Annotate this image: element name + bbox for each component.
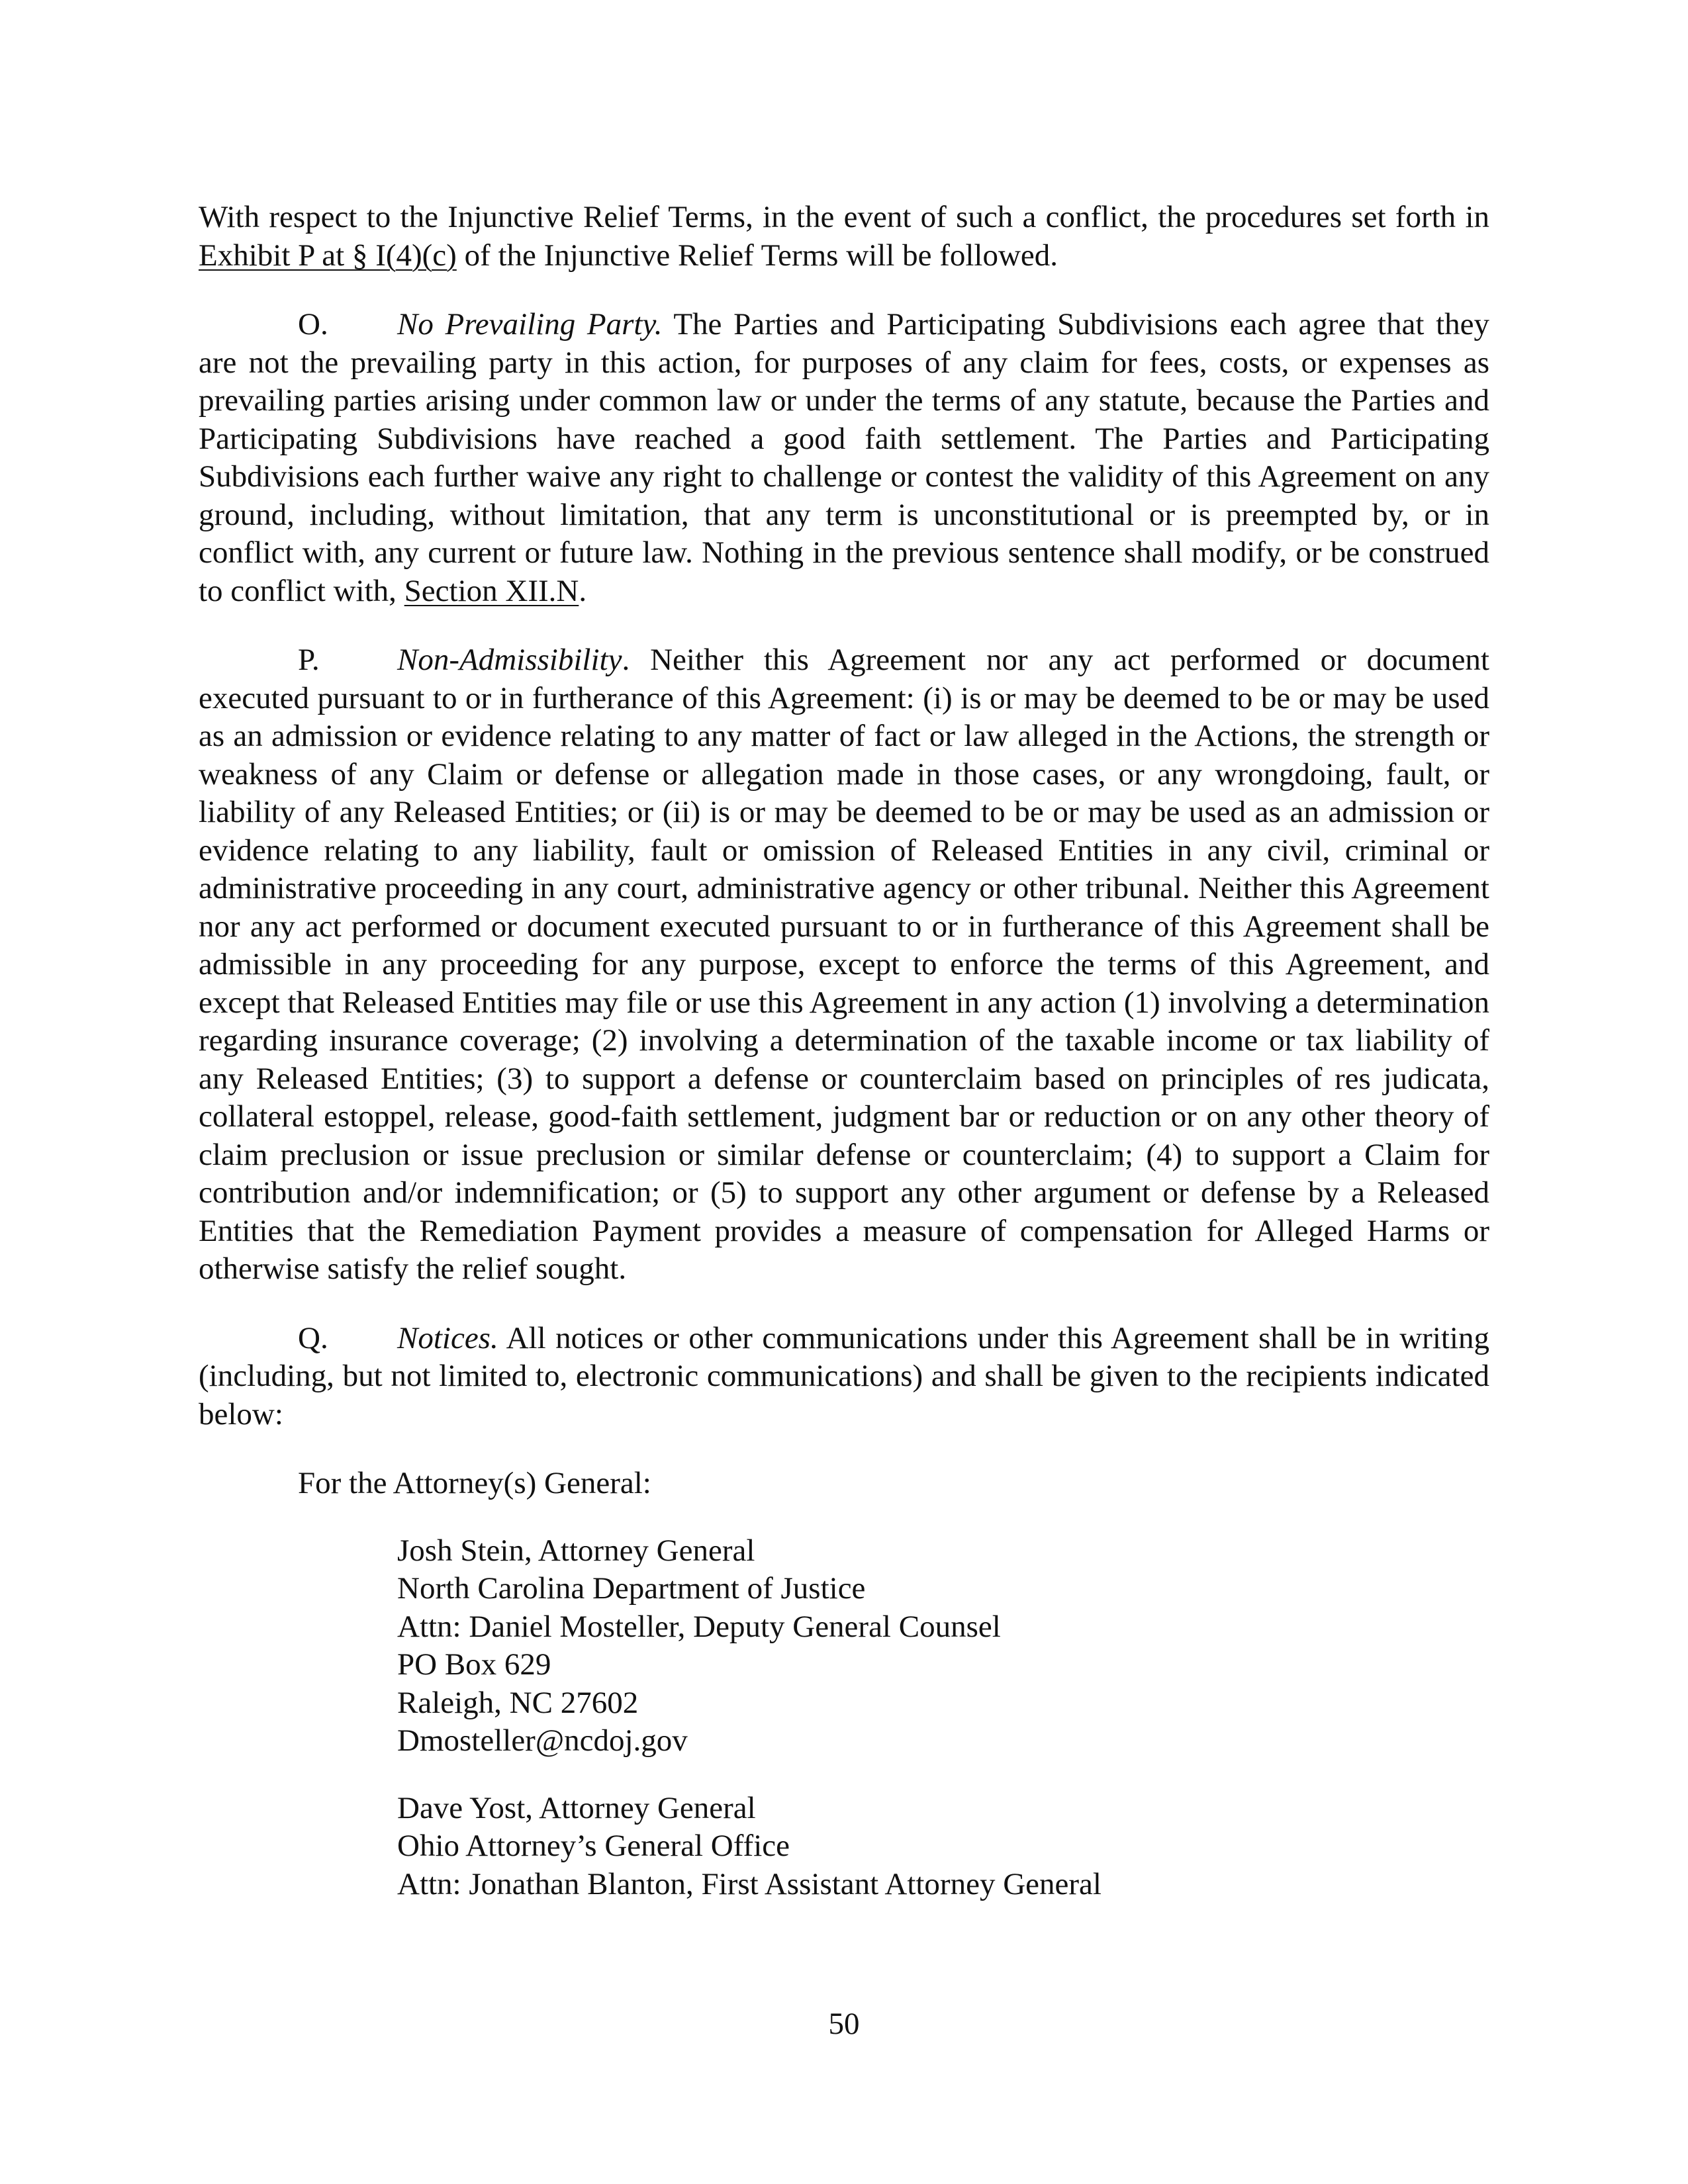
section-p-paragraph xyxy=(199,641,1489,1289)
address-line: Dave Yost, Attorney General xyxy=(397,1790,756,1825)
section-q-label: Q. xyxy=(298,1320,328,1355)
address-block-north-carolina xyxy=(397,1532,1489,1760)
intro-text-pre: With respect to the Injunctive Relief Terms, in the event of such a conflict, the procedures set forth in xyxy=(199,200,1489,234)
section-o-body-end: . xyxy=(579,573,587,608)
intro-paragraph xyxy=(199,199,1489,275)
document-page xyxy=(199,199,1489,1903)
exhibit-p-reference: Exhibit P at § I(4)(c) xyxy=(199,238,457,273)
section-q-body: All notices or other communications under this Agreement shall be in writing (including, but not limited to, electronic communications) and shall be given to the recipients indicated below: xyxy=(199,1320,1489,1432)
section-xii-n-reference: Section XII.N xyxy=(404,573,579,608)
section-q-heading: Notices. xyxy=(397,1320,498,1355)
address-block-ohio xyxy=(397,1790,1489,1904)
section-o-body: The Parties and Participating Subdivisions each agree that they are not the prevailing party in this action, for purposes of any claim for fees, costs, or expenses as prevailing parties arising under common law or under the terms of any statute, because the Parties and Participating Subdivisions have reached a good faith settlement. The Parties and Participating Subdivisions each further waive any right to challenge or contest the validity of this Agreement on any ground, including, without limitation, that any term is unconstitutional or is preempted by, or in conflict with, any current or future law. Nothing in the previous sentence shall modify, or be construed to conflict with, xyxy=(199,307,1489,608)
section-o-heading: No Prevailing Party. xyxy=(397,307,663,341)
email-address: Dmosteller@ncdoj.gov xyxy=(397,1723,688,1758)
address-line: North Carolina Department of Justice xyxy=(397,1571,866,1606)
address-line: Attn: Daniel Mosteller, Deputy General Counsel xyxy=(397,1609,1001,1644)
address-line: Attn: Jonathan Blanton, First Assistant Attorney General xyxy=(397,1866,1102,1901)
section-o-paragraph xyxy=(199,306,1489,610)
intro-text-post: of the Injunctive Relief Terms will be followed. xyxy=(456,238,1058,273)
notice-recipient-heading: For the Attorney(s) General: xyxy=(298,1466,651,1500)
section-o-label: O. xyxy=(298,307,328,341)
section-p-body: . Neither this Agreement nor any act performed or document executed pursuant to or in furtherance of this Agreement: (i) is or may be deemed to be or may be used as an admission or evidence relating to any matter of fact or law alleged in the Actions, the strength or weakness of any Claim or defense or allegation made in those cases, or any wrongdoing, fault, or liability of any Released Entities; or (ii) is or may be deemed to be or may be used as an admission or evidence relating to any liability, fault or omission of Released Entities in any civil, criminal or administrative proceeding in any court, administrative agency or other tribunal. Neither this Agreement nor any act performed or document executed pursuant to or in furtherance of this Agreement shall be admissible in any proceeding for any purpose, except to enforce the terms of this Agreement, and except that Released Entities may file or use this Agreement in any action (1) involving a determination regarding insurance coverage; (2) involving a determination of the taxable income or tax liability of any Released Entities; (3) to support a defense or counterclaim based on principles of res judicata, collateral estoppel, release, good-faith settlement, judgment bar or reduction or on any other theory of claim preclusion or issue preclusion or similar defense or counterclaim; (4) to support a Claim for contribution and/or indemnification; or (5) to support any other argument or defense by a Released Entities that the Remediation Payment provides a measure of compensation for Alleged Harms or otherwise satisfy the relief sought. xyxy=(199,643,1489,1286)
address-line: PO Box 629 xyxy=(397,1647,551,1682)
section-p-heading: Non-Admissibility xyxy=(397,643,622,677)
section-p-label: P. xyxy=(298,643,320,677)
address-line: Ohio Attorney’s General Office xyxy=(397,1829,790,1863)
page-number: 50 xyxy=(828,2007,860,2041)
address-line: Raleigh, NC 27602 xyxy=(397,1685,639,1720)
address-line: Josh Stein, Attorney General xyxy=(397,1533,755,1568)
section-q-paragraph xyxy=(199,1320,1489,1434)
